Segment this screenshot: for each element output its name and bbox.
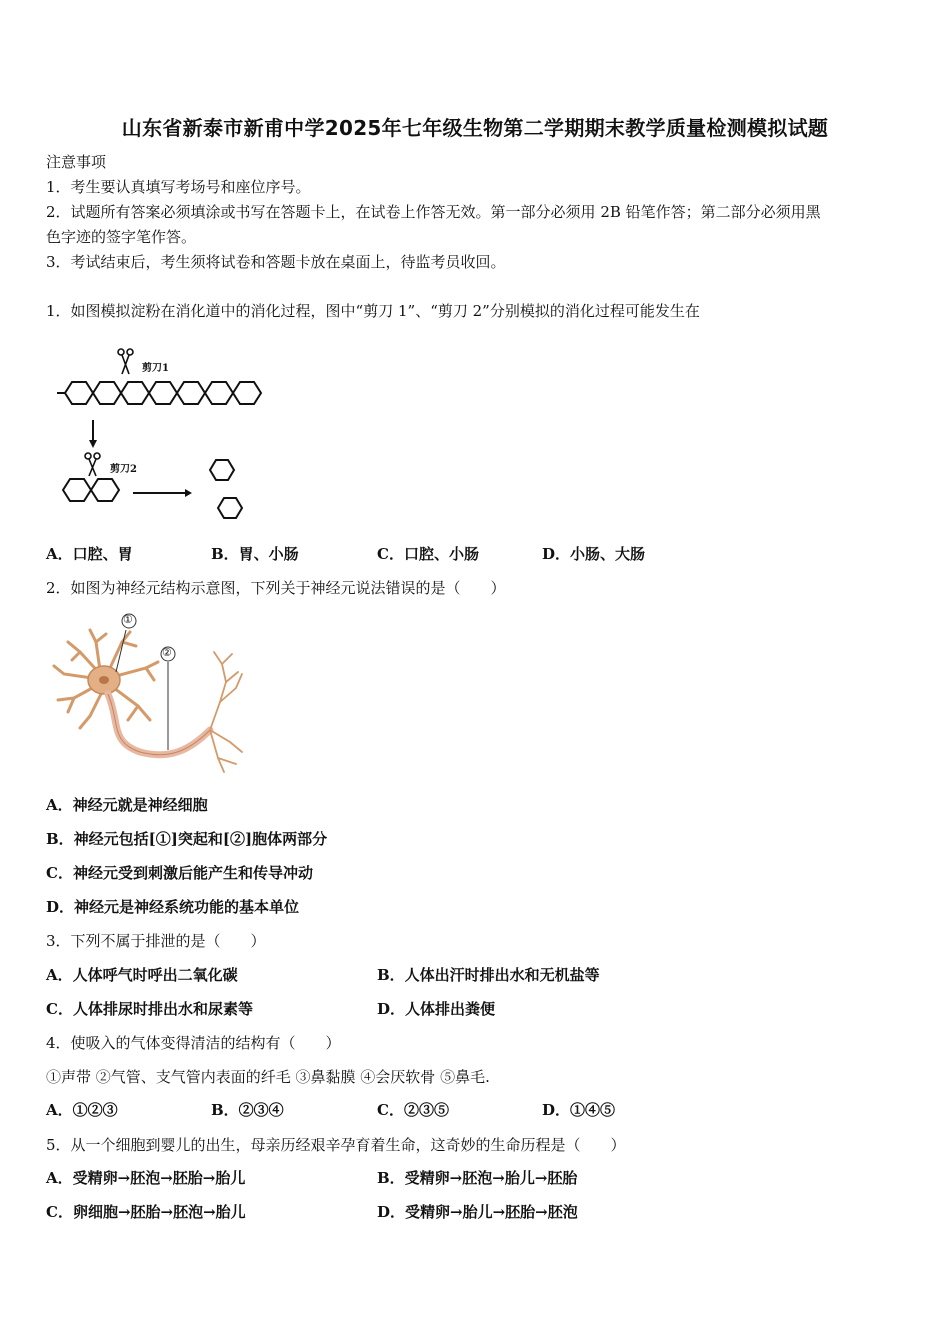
option-c[interactable]: C．②③⑤ (377, 1101, 449, 1119)
option-d[interactable]: D．人体排出粪便 (377, 1000, 496, 1018)
option-b[interactable]: B．神经元包括[①]突起和[②]胞体两部分 (46, 830, 328, 848)
option-b[interactable]: B．受精卵→胚泡→胎儿→胚胎 (377, 1169, 578, 1187)
scissors-1-label: 剪刀1 (142, 363, 169, 374)
option-c[interactable]: C．口腔、小肠 (377, 545, 479, 563)
neuron-figure (50, 612, 250, 782)
scissors-icon (118, 349, 133, 374)
question-5-stem: 5．从一个细胞到婴儿的出生，母亲历经艰辛孕育着生命，这奇妙的生命历程是（ ） (46, 1136, 626, 1154)
scissors-2-label: 剪刀2 (110, 464, 137, 475)
notice-item: 2．试题所有答案必须填涂或书写在答题卡上，在试卷上作答无效。第一部分必须用 2B 铅笔作答；第二部分必须用黑 (46, 203, 821, 221)
option-d[interactable]: D．①④⑤ (542, 1101, 616, 1119)
option-a[interactable]: A．①②③ (46, 1101, 118, 1119)
neuron-label-2: ② (162, 646, 172, 659)
option-c[interactable]: C．神经元受到刺激后能产生和传导冲动 (46, 864, 313, 882)
question-1-stem: 1．如图模拟淀粉在消化道中的消化过程，图中“剪刀 1”、“剪刀 2”分别模拟的消化过程可能发生在 (46, 302, 700, 320)
notice-item: 色字迹的签字笔作答。 (46, 228, 197, 246)
notice-item: 3．考试结束后，考生须将试卷和答题卡放在桌面上，待监考员收回。 (46, 253, 506, 271)
notice-item: 1．考生要认真填写考场号和座位序号。 (46, 178, 311, 196)
page-title: 山东省新泰市新甫中学2025年七年级生物第二学期期末教学质量检测模拟试题 (121, 116, 829, 140)
option-b[interactable]: B．人体出汗时排出水和无机盐等 (377, 966, 600, 984)
option-b[interactable]: B．②③④ (211, 1101, 284, 1119)
option-d[interactable]: D．神经元是神经系统功能的基本单位 (46, 898, 300, 916)
option-a[interactable]: A．口腔、胃 (46, 545, 133, 563)
option-b[interactable]: B．胃、小肠 (211, 545, 299, 563)
question-4-stem: 4．使吸入的气体变得清洁的结构有（ ） (46, 1034, 341, 1052)
option-a[interactable]: A．神经元就是神经细胞 (46, 796, 208, 814)
question-2-stem: 2．如图为神经元结构示意图，下列关于神经元说法错误的是（ ） (46, 579, 506, 597)
option-a[interactable]: A．受精卵→胚泡→胚胎→胎儿 (46, 1169, 246, 1187)
question-4-items: ①声带 ②气管、支气管内表面的纤毛 ③鼻黏膜 ④会厌软骨 ⑤鼻毛. (46, 1068, 490, 1086)
scissors-icon (85, 453, 100, 476)
notice-heading: 注意事项 (46, 153, 107, 171)
option-d[interactable]: D．受精卵→胎儿→胚胎→胚泡 (377, 1203, 578, 1221)
option-c[interactable]: C．人体排尿时排出水和尿素等 (46, 1000, 253, 1018)
option-d[interactable]: D．小肠、大肠 (542, 545, 646, 563)
question-3-stem: 3．下列不属于排泄的是（ ） (46, 932, 266, 950)
option-a[interactable]: A．人体呼气时呼出二氧化碳 (46, 966, 238, 984)
neuron-label-1: ① (123, 613, 133, 626)
option-c[interactable]: C．卵细胞→胚胎→胚泡→胎儿 (46, 1203, 246, 1221)
